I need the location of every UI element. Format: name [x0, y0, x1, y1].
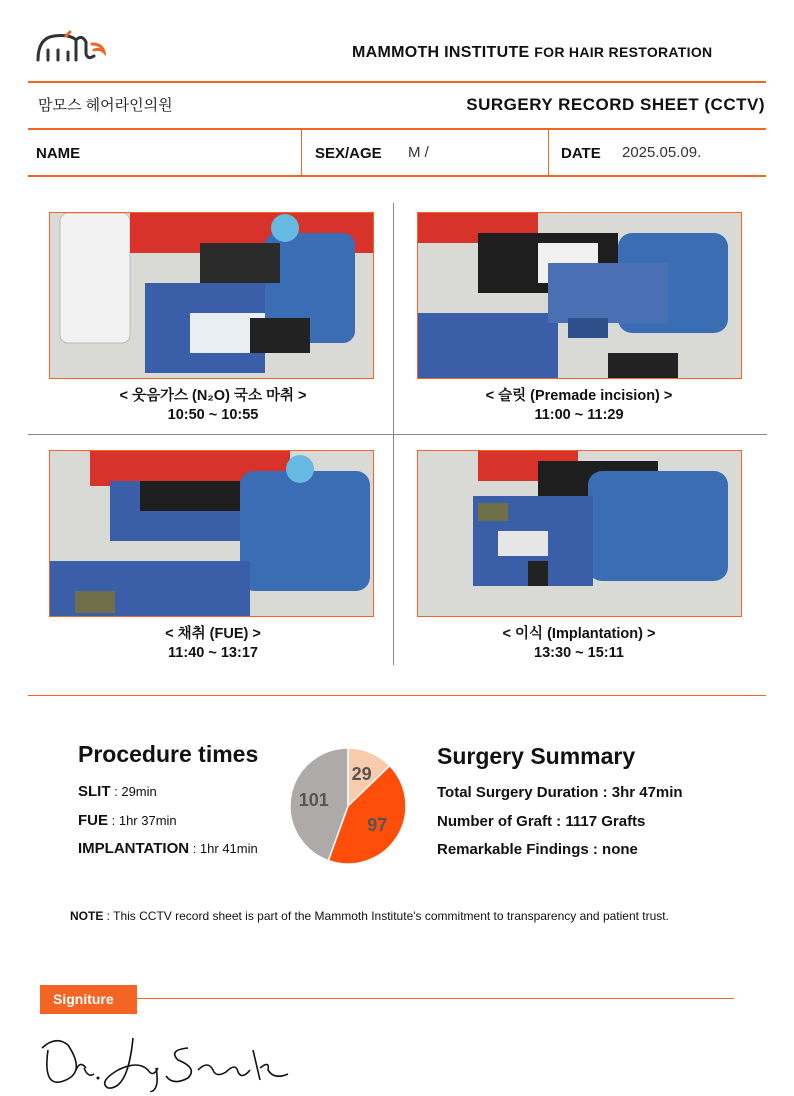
- field-separator: [301, 128, 302, 176]
- cctv-photo-implantation: [417, 450, 742, 617]
- procedure-value: : 1hr 41min: [189, 841, 258, 856]
- date-label: DATE: [561, 145, 601, 162]
- cctv-photo-anesthesia: [49, 212, 374, 379]
- stage-time: 13:30 ~ 15:11: [534, 645, 624, 661]
- procedure-label: IMPLANTATION: [78, 840, 190, 857]
- sexage-label: SEX/AGE: [315, 145, 382, 162]
- pie-label-slit: 29: [351, 763, 372, 784]
- stage-title: < 이식 (Implantation) >: [502, 626, 656, 642]
- summary-grafts: Number of Graft : 1117 Grafts: [437, 813, 646, 830]
- institute-name: [352, 44, 712, 62]
- stage-title: < 채취 (FUE) >: [165, 626, 261, 642]
- procedure-label: FUE: [78, 812, 108, 829]
- cctv-photo-slit: [417, 212, 742, 379]
- divider: [28, 81, 766, 83]
- divider: [28, 128, 766, 130]
- stage-caption: [414, 625, 744, 663]
- grid-horizontal-divider: [28, 434, 767, 435]
- signature-line: [137, 998, 734, 999]
- signature-label: Signiture: [40, 985, 137, 1014]
- stage-title: < 웃음가스 (N₂O) 국소 마취 >: [119, 388, 307, 404]
- stage-time: 11:40 ~ 13:17: [168, 645, 258, 661]
- pie-label-fue: 97: [367, 814, 388, 835]
- stage-time: 10:50 ~ 10:55: [167, 407, 259, 423]
- stage-time: 11:00 ~ 11:29: [534, 407, 624, 423]
- stage-caption: [48, 387, 378, 425]
- date-value: 2025.05.09.: [622, 144, 702, 161]
- procedure-title: Procedure times: [78, 741, 259, 767]
- divider: [28, 175, 766, 177]
- handwritten-signature: [38, 1030, 298, 1092]
- institute-rest: FOR HAIR RESTORATION: [534, 44, 713, 60]
- note-text: : This CCTV record sheet is part of the Mammoth Institute's commitment to transparency and patient trust.: [103, 909, 669, 923]
- pie-label-implantation: 101: [298, 790, 329, 811]
- cctv-photo-fue: [49, 450, 374, 617]
- institute-main: MAMMOTH INSTITUTE: [352, 44, 530, 61]
- summary-title: Surgery Summary: [437, 743, 636, 769]
- procedure-item: [78, 840, 258, 857]
- summary-findings: Remarkable Findings : none: [437, 841, 638, 858]
- stage-caption: [414, 387, 744, 425]
- note-label: NOTE: [70, 909, 104, 923]
- procedure-item: [78, 783, 157, 800]
- field-separator: [548, 128, 549, 176]
- korean-clinic-name: 맘모스 헤어라인의원: [38, 97, 173, 114]
- stage-caption: [48, 625, 378, 663]
- summary-duration: Total Surgery Duration : 3hr 47min: [437, 784, 683, 801]
- stage-title: < 슬릿 (Premade incision) >: [485, 388, 673, 404]
- procedure-item: [78, 812, 177, 829]
- divider: [28, 695, 766, 696]
- procedure-value: : 29min: [110, 784, 157, 799]
- procedure-value: : 1hr 37min: [108, 813, 177, 828]
- mammoth-logo-icon: [36, 30, 106, 64]
- name-label: NAME: [36, 145, 81, 162]
- sheet-title: SURGERY RECORD SHEET (CCTV): [466, 95, 765, 114]
- procedure-label: SLIT: [78, 783, 111, 800]
- procedure-pie-chart: [288, 746, 408, 866]
- sexage-value: M /: [408, 144, 429, 161]
- note: [70, 909, 669, 923]
